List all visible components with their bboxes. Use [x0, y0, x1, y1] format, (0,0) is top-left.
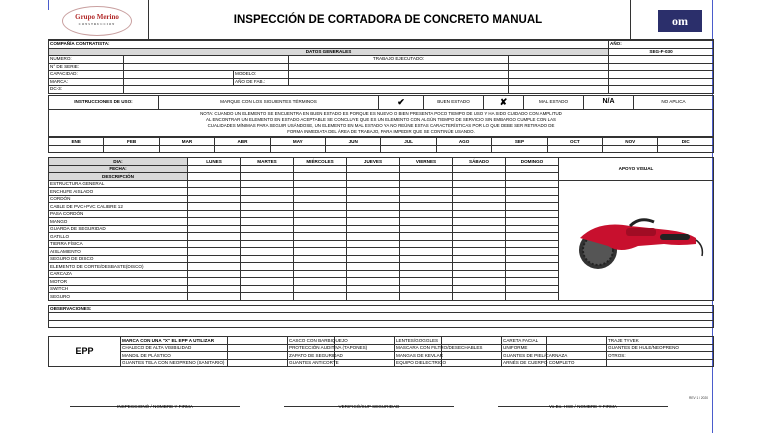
- check-cell[interactable]: [241, 188, 294, 196]
- day-tuesday: MARTES: [241, 158, 294, 166]
- inspection-form: [48, 0, 714, 433]
- check-cell[interactable]: [400, 218, 453, 226]
- page-title: INSPECCIÓN DE CORTADORA DE CONCRETO MANUAL: [233, 14, 543, 26]
- check-cell[interactable]: [453, 255, 506, 263]
- check-cell[interactable]: [347, 203, 400, 211]
- check-cell[interactable]: [400, 188, 453, 196]
- item-label: ESTRUCTURA GENERAL: [49, 180, 188, 188]
- month-cell[interactable]: [326, 145, 381, 153]
- epp-item: GUANTES DE PIEL/CARNAZA: [503, 352, 568, 358]
- month-cell[interactable]: [603, 145, 658, 153]
- check-cell[interactable]: [294, 255, 347, 263]
- check-cell[interactable]: [347, 233, 400, 241]
- epp-item: GUANTES DE HULE/NEOPRENO: [607, 344, 714, 352]
- check-cell[interactable]: [453, 210, 506, 218]
- epp-item: MASCARA CON FILTRO/DESECHABLES: [396, 345, 483, 351]
- month-cell[interactable]: [658, 145, 714, 153]
- item-label: SEGURO DE DISCO: [49, 255, 188, 263]
- check-cell[interactable]: [347, 218, 400, 226]
- check-cell[interactable]: [347, 240, 400, 248]
- item-label: PASA CORDÓN: [49, 210, 188, 218]
- check-cell[interactable]: [506, 195, 559, 203]
- check-cell[interactable]: [188, 180, 241, 188]
- model-label: MODELO:: [234, 71, 289, 79]
- check-cell[interactable]: [506, 218, 559, 226]
- check-cell[interactable]: [188, 270, 241, 278]
- check-icon: ✔: [379, 95, 424, 109]
- check-cell[interactable]: [453, 188, 506, 196]
- cross-icon: ✘: [484, 95, 524, 109]
- month-oct: OCT: [547, 138, 602, 146]
- check-cell[interactable]: [506, 180, 559, 188]
- check-cell[interactable]: [347, 293, 400, 301]
- check-cell[interactable]: [400, 195, 453, 203]
- item-label: CORDÓN: [49, 195, 188, 203]
- concrete-saw-image: [568, 212, 708, 272]
- signature-inspected: INSPECCIONÓ / NOMBRE Y FIRMA: [117, 404, 193, 409]
- item-label: GUARDA DE SEGURIDAD: [49, 225, 188, 233]
- check-cell[interactable]: [188, 285, 241, 293]
- brand-label: MARCA:: [49, 78, 124, 86]
- month-cell[interactable]: [547, 145, 602, 153]
- na-label: NO APLICA: [634, 95, 714, 109]
- check-cell[interactable]: [347, 225, 400, 233]
- check-cell[interactable]: [506, 225, 559, 233]
- company-logo: Grupo Merino CONSTRUCCION: [62, 6, 132, 36]
- check-cell[interactable]: [294, 225, 347, 233]
- month-jun: JUN: [326, 138, 381, 146]
- check-cell[interactable]: [506, 188, 559, 196]
- date-label: FECHA:: [49, 165, 188, 173]
- epp-item: TRAJE TYVEK: [607, 337, 714, 345]
- check-cell[interactable]: [400, 180, 453, 188]
- check-cell[interactable]: [453, 203, 506, 211]
- month-nov: NOV: [603, 138, 658, 146]
- check-cell[interactable]: [294, 195, 347, 203]
- serial-label: N° DE SERIE:: [49, 63, 124, 71]
- client-logo: om: [658, 10, 702, 32]
- item-label: SEGURO: [49, 293, 188, 301]
- check-cell[interactable]: [241, 218, 294, 226]
- epp-item: GUANTES ANTICORTE: [289, 360, 339, 366]
- work-label: TRABAJO EJECUTADO:: [289, 56, 509, 64]
- check-cell[interactable]: [400, 203, 453, 211]
- epp-item: CASCO CON BARBIQUEJO: [289, 337, 348, 343]
- check-cell[interactable]: [453, 218, 506, 226]
- month-cell[interactable]: [215, 145, 270, 153]
- month-ene: ENE: [49, 138, 104, 146]
- observations-label: OBSERVACIONES:: [49, 305, 714, 313]
- month-cell[interactable]: [270, 145, 325, 153]
- month-cell[interactable]: [492, 145, 547, 153]
- check-cell[interactable]: [188, 195, 241, 203]
- check-cell[interactable]: [347, 263, 400, 271]
- check-cell[interactable]: [188, 210, 241, 218]
- item-label: CARCAZA: [49, 270, 188, 278]
- day-thursday: JUEVES: [347, 158, 400, 166]
- observations-table: [48, 305, 714, 329]
- check-cell[interactable]: [241, 203, 294, 211]
- day-friday: VIERNES: [400, 158, 453, 166]
- check-cell[interactable]: [506, 203, 559, 211]
- general-info-table: [48, 40, 714, 94]
- epp-item: CHALECO DE ALTA VISIBILIDAD: [121, 344, 228, 352]
- check-cell[interactable]: [506, 293, 559, 301]
- description-label: DESCRIPCIÓN: [49, 173, 188, 181]
- check-cell[interactable]: [506, 210, 559, 218]
- check-cell[interactable]: [453, 278, 506, 286]
- day-saturday: SÁBADO: [453, 158, 506, 166]
- check-cell[interactable]: [294, 270, 347, 278]
- month-cell[interactable]: [381, 145, 436, 153]
- visual-support-label: APOYO VISUAL: [559, 158, 714, 181]
- check-cell[interactable]: [506, 263, 559, 271]
- epp-item: MANDIL DE PLÁSTICO: [121, 352, 228, 360]
- check-cell[interactable]: [241, 180, 294, 188]
- check-cell[interactable]: [453, 248, 506, 256]
- epp-item: EQUIPO DIELECTRICO: [396, 360, 447, 366]
- check-cell[interactable]: [347, 278, 400, 286]
- epp-item: ARNÉS DE CUERPO COMPLETO: [503, 360, 575, 366]
- check-cell[interactable]: [188, 240, 241, 248]
- check-cell[interactable]: [188, 233, 241, 241]
- check-cell[interactable]: [188, 278, 241, 286]
- check-cell[interactable]: [294, 233, 347, 241]
- check-cell[interactable]: [294, 210, 347, 218]
- check-cell[interactable]: [188, 263, 241, 271]
- check-cell[interactable]: [506, 270, 559, 278]
- check-cell[interactable]: [188, 255, 241, 263]
- item-label: GATILLO: [49, 233, 188, 241]
- check-cell[interactable]: [347, 180, 400, 188]
- check-cell[interactable]: [241, 233, 294, 241]
- check-cell[interactable]: [453, 293, 506, 301]
- check-cell[interactable]: [241, 293, 294, 301]
- epp-table: [48, 336, 714, 367]
- check-cell[interactable]: [294, 240, 347, 248]
- check-cell[interactable]: [453, 240, 506, 248]
- instructions-label: INSTRUCCIONES DE USO:: [49, 95, 159, 109]
- check-cell[interactable]: [188, 218, 241, 226]
- month-dic: DIC: [658, 138, 714, 146]
- check-cell[interactable]: [294, 248, 347, 256]
- check-cell[interactable]: [188, 188, 241, 196]
- signature-verified: VERIFICÓ/SUP SEGURIDAD: [338, 404, 400, 409]
- item-label: SWITCH: [49, 285, 188, 293]
- item-label: CABLE DE PVC+PVC CALIBRE 12: [49, 203, 188, 211]
- month-abr: ABR: [215, 138, 270, 146]
- check-cell[interactable]: [400, 285, 453, 293]
- dc3-label: DC-3:: [49, 86, 124, 94]
- month-cell[interactable]: [104, 145, 159, 153]
- check-cell[interactable]: [453, 233, 506, 241]
- epp-label: EPP: [49, 337, 121, 367]
- check-cell[interactable]: [453, 285, 506, 293]
- year-label: AÑO:: [609, 41, 714, 49]
- month-cell[interactable]: [49, 145, 104, 153]
- check-cell[interactable]: [294, 188, 347, 196]
- signature-approval: Vo.Bo. HSE / NOMBRE Y FIRMA: [549, 404, 617, 409]
- check-cell[interactable]: [453, 225, 506, 233]
- note-text: NOTA: CUANDO UN ELEMENTO SE ENCUENTRA EN BUEN ESTADO ES PORQUE ES NUEVO O BIEN PRESENTA POCO TIEMPO DE USO Y HA SIDO CUIDADO CON AMPLITUD AL ENCONTRAR UN ELEMENTO EN ESTADO ACEPTABLE SE CONCLUYE QUE ES UN ELEMENTO CON ALGÚN TIEMPO DE SERVICIO SIN EMBARGO CUMPLE CON LAS CUALIDADES MÍNIMAS PARA SEGUIR USÁNDOSE, UN ELEMENTO EN MAL ESTADO YA NO REÚNE ESTAS CARACTERÍSTICAS POR LO QUE DEBE SER RETIRADO DE FORMA INMEDIATA DEL ÁREA DE TRABAJO, PARA IMPEDIR QUE SE CONTINÚE USANDO.: [49, 109, 714, 137]
- check-cell[interactable]: [453, 263, 506, 271]
- check-cell[interactable]: [453, 270, 506, 278]
- check-cell[interactable]: [400, 263, 453, 271]
- check-cell[interactable]: [347, 188, 400, 196]
- epp-item: GUANTES TELA CON NEOPRENO (SANITARIO): [121, 359, 228, 367]
- check-cell[interactable]: [294, 218, 347, 226]
- day-sunday: DOMINGO: [506, 158, 559, 166]
- form-header: [48, 0, 714, 40]
- form-code: SEG-F-030: [609, 48, 714, 56]
- general-data-heading: DATOS GENERALES: [49, 48, 609, 56]
- check-cell[interactable]: [294, 293, 347, 301]
- check-cell[interactable]: [241, 210, 294, 218]
- check-cell[interactable]: [241, 248, 294, 256]
- check-cell[interactable]: [506, 240, 559, 248]
- instructions-mark-text: MARQUE CON LOS SIGUIENTES TÉRMINOS: [159, 95, 379, 109]
- check-cell[interactable]: [347, 195, 400, 203]
- fab-year-label: AÑO DE FAB.:: [234, 78, 289, 86]
- item-label: ENCHUFE AISLADO: [49, 188, 188, 196]
- table-row: [49, 180, 714, 188]
- check-cell[interactable]: [241, 263, 294, 271]
- check-cell[interactable]: [506, 248, 559, 256]
- check-cell[interactable]: [294, 285, 347, 293]
- check-cell[interactable]: [506, 278, 559, 286]
- month-feb: FEB: [104, 138, 159, 146]
- check-cell[interactable]: [506, 233, 559, 241]
- check-cell[interactable]: [400, 278, 453, 286]
- item-label: TIERRA FÍSICA: [49, 240, 188, 248]
- check-cell[interactable]: [294, 180, 347, 188]
- item-label: MANGO: [49, 218, 188, 226]
- check-cell[interactable]: [241, 278, 294, 286]
- epp-item: CARETA FACIAL: [502, 337, 547, 345]
- check-cell[interactable]: [400, 240, 453, 248]
- check-cell[interactable]: [400, 233, 453, 241]
- contractor-label: COMPAÑÍA CONTRATISTA:: [49, 41, 609, 49]
- epp-item: UNIFORME: [502, 344, 547, 352]
- check-cell[interactable]: [241, 270, 294, 278]
- check-cell[interactable]: [347, 248, 400, 256]
- month-may: MAY: [270, 138, 325, 146]
- month-cell[interactable]: [436, 145, 491, 153]
- check-cell[interactable]: [400, 293, 453, 301]
- check-cell[interactable]: [453, 195, 506, 203]
- epp-item: OTROS:: [607, 352, 714, 360]
- day-wednesday: MIÉRCOLES: [294, 158, 347, 166]
- good-state-label: BUEN ESTADO: [424, 95, 484, 109]
- check-cell[interactable]: [294, 203, 347, 211]
- month-mar: MAR: [159, 138, 214, 146]
- item-label: ELEMENTO DE CORTE/DESBASTE(DISCO): [49, 263, 188, 271]
- check-cell[interactable]: [294, 278, 347, 286]
- month-ago: AGO: [436, 138, 491, 146]
- month-cell[interactable]: [159, 145, 214, 153]
- check-cell[interactable]: [241, 240, 294, 248]
- check-cell[interactable]: [347, 270, 400, 278]
- check-cell[interactable]: [400, 270, 453, 278]
- check-cell[interactable]: [188, 225, 241, 233]
- revision-note: REV 1 / 2020: [689, 396, 708, 400]
- month-jul: JUL: [381, 138, 436, 146]
- day-monday: LUNES: [188, 158, 241, 166]
- na-symbol: N/A: [584, 95, 634, 109]
- bad-state-label: MAL ESTADO: [524, 95, 584, 109]
- check-cell[interactable]: [188, 248, 241, 256]
- check-cell[interactable]: [241, 255, 294, 263]
- check-cell[interactable]: [347, 285, 400, 293]
- check-cell[interactable]: [453, 180, 506, 188]
- check-cell[interactable]: [188, 203, 241, 211]
- check-cell[interactable]: [347, 255, 400, 263]
- check-cell[interactable]: [400, 255, 453, 263]
- item-label: AISLAMIENTO: [49, 248, 188, 256]
- check-cell[interactable]: [188, 293, 241, 301]
- check-cell[interactable]: [347, 210, 400, 218]
- check-cell[interactable]: [506, 255, 559, 263]
- item-label: MOTOR: [49, 278, 188, 286]
- month-sep: SEP: [492, 138, 547, 146]
- check-cell[interactable]: [400, 225, 453, 233]
- day-label: DIA:: [49, 158, 188, 166]
- check-cell[interactable]: [400, 248, 453, 256]
- epp-item: LENTES/GOGGLES: [395, 337, 442, 345]
- check-cell[interactable]: [400, 210, 453, 218]
- capacity-label: CAPACIDAD:: [49, 71, 124, 79]
- instructions-table: [48, 95, 714, 138]
- months-table: [48, 137, 714, 153]
- epp-item: PROTECCIÓN AUDITIVA (TAPONES): [289, 345, 368, 351]
- epp-header: MARCA CON UNA "X" EL EPP A UTILIZAR: [121, 337, 228, 345]
- number-label: NUMERO:: [49, 56, 124, 64]
- check-cell[interactable]: [241, 225, 294, 233]
- check-cell[interactable]: [241, 285, 294, 293]
- check-cell[interactable]: [241, 195, 294, 203]
- epp-item: ZAPATO DE SEGURIDAD: [289, 352, 343, 358]
- check-cell[interactable]: [506, 285, 559, 293]
- epp-item: MANGAS DE KEVLAR: [396, 352, 443, 358]
- check-cell[interactable]: [294, 263, 347, 271]
